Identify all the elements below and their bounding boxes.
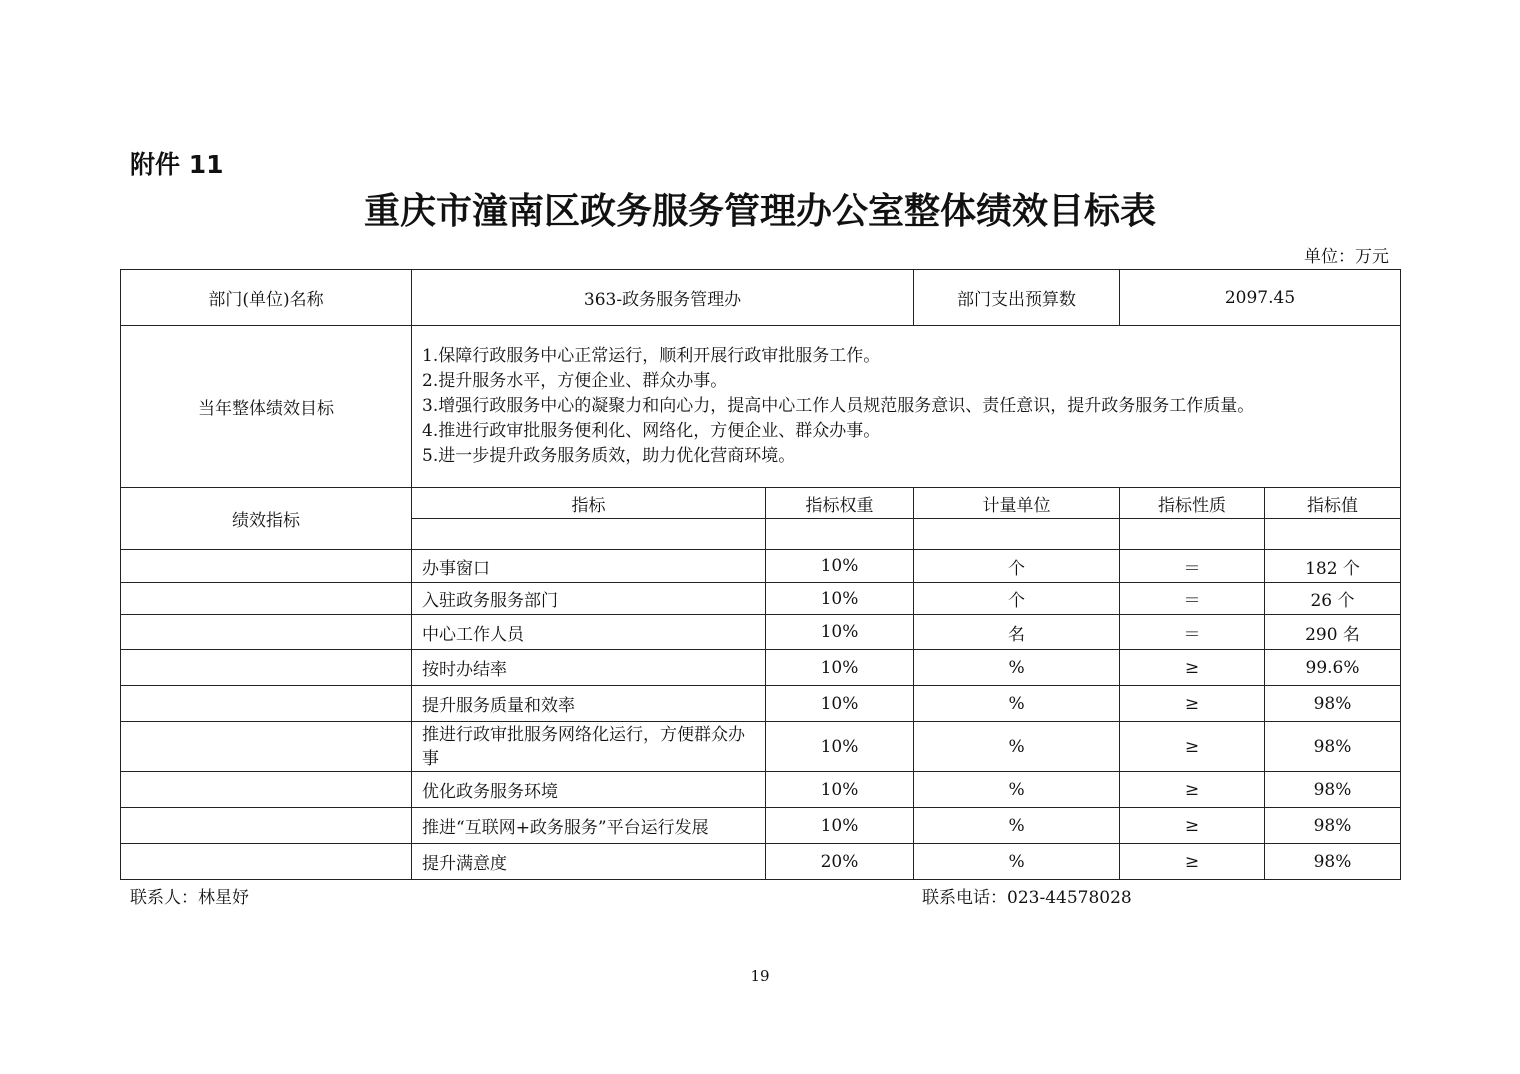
- goal-item: 4.推进行政审批服务便利化、网络化，方便企业、群众办事。: [422, 421, 881, 441]
- indicator-name: 推进“互联网+政务服务”平台运行发展: [412, 808, 766, 844]
- table-row: [121, 772, 1401, 808]
- table-row: [121, 550, 1401, 583]
- empty-cell: [766, 519, 914, 550]
- empty-cell: [121, 686, 412, 722]
- indicator-unit: %: [914, 844, 1120, 880]
- table-row: [121, 808, 1401, 844]
- indicator-weight: 10%: [766, 722, 914, 772]
- column-header: 指标值: [1265, 488, 1401, 519]
- page-number: 19: [750, 967, 770, 985]
- table-row: [121, 650, 1401, 686]
- indicator-value: 98%: [1265, 772, 1401, 808]
- indicator-value: 98%: [1265, 686, 1401, 722]
- indicator-nature: ≥: [1120, 686, 1265, 722]
- column-header: 计量单位: [914, 488, 1120, 519]
- goal-item: 1.保障行政服务中心正常运行，顺利开展行政审批服务工作。: [422, 346, 881, 366]
- column-header: 指标权重: [766, 488, 914, 519]
- indicator-weight: 20%: [766, 844, 914, 880]
- empty-cell: [1120, 519, 1265, 550]
- goals-label: 当年整体绩效目标: [121, 326, 412, 488]
- performance-table: [120, 269, 1401, 880]
- empty-cell: [1265, 519, 1401, 550]
- indicator-name: 推进行政审批服务网络化运行，方便群众办事: [412, 722, 766, 772]
- indicator-value: 98%: [1265, 722, 1401, 772]
- indicator-weight: 10%: [766, 686, 914, 722]
- dept-row: [121, 270, 1401, 326]
- indicator-unit: %: [914, 808, 1120, 844]
- budget-label: 部门支出预算数: [914, 270, 1120, 326]
- indicator-value: 290 名: [1265, 615, 1401, 650]
- indicator-nature: ≥: [1120, 844, 1265, 880]
- table-row: [121, 686, 1401, 722]
- empty-cell: [121, 808, 412, 844]
- column-header: 指标性质: [1120, 488, 1265, 519]
- empty-cell: [121, 615, 412, 650]
- empty-cell: [121, 583, 412, 615]
- indicator-name: 优化政务服务环境: [412, 772, 766, 808]
- indicator-weight: 10%: [766, 650, 914, 686]
- dept-value: 363-政务服务管理办: [412, 270, 914, 326]
- empty-cell: [121, 550, 412, 583]
- indicator-unit: %: [914, 772, 1120, 808]
- indicator-nature: ＝: [1120, 550, 1265, 583]
- empty-cell: [914, 519, 1120, 550]
- goal-item: 3.增强行政服务中心的凝聚力和向心力，提高中心工作人员规范服务意识、责任意识，提升政务服务工作质量。: [422, 396, 1255, 416]
- table-row: [121, 722, 1401, 772]
- indicator-value: 182 个: [1265, 550, 1401, 583]
- empty-cell: [121, 650, 412, 686]
- indicator-weight: 10%: [766, 615, 914, 650]
- indicator-name: 中心工作人员: [412, 615, 766, 650]
- indicator-unit: %: [914, 722, 1120, 772]
- contact-phone: 联系电话：023-44578028: [922, 888, 1132, 908]
- indicator-name: 入驻政务服务部门: [412, 583, 766, 615]
- indicator-value: 98%: [1265, 844, 1401, 880]
- indicator-unit: 个: [914, 550, 1120, 583]
- attachment-label: 附件 11: [130, 150, 224, 179]
- empty-cell: [121, 772, 412, 808]
- dept-label: 部门(单位)名称: [121, 270, 412, 326]
- indicator-name: 办事窗口: [412, 550, 766, 583]
- indicator-name: 提升满意度: [412, 844, 766, 880]
- indicator-nature: ＝: [1120, 615, 1265, 650]
- indicator-weight: 10%: [766, 583, 914, 615]
- indicator-unit: %: [914, 686, 1120, 722]
- page-title: 重庆市潼南区政务服务管理办公室整体绩效目标表: [363, 190, 1156, 232]
- indicator-unit: 名: [914, 615, 1120, 650]
- indicator-unit: 个: [914, 583, 1120, 615]
- unit-label: 单位：万元: [1304, 247, 1389, 267]
- indicator-nature: ≥: [1120, 722, 1265, 772]
- contact-person: 联系人：林星妤: [130, 888, 249, 908]
- indicator-weight: 10%: [766, 772, 914, 808]
- table-row: [121, 583, 1401, 615]
- indicator-value: 98%: [1265, 808, 1401, 844]
- indicator-weight: 10%: [766, 550, 914, 583]
- indicator-value: 26 个: [1265, 583, 1401, 615]
- column-header: 指标: [412, 488, 766, 519]
- indicator-nature: ＝: [1120, 583, 1265, 615]
- empty-cell: [121, 722, 412, 772]
- budget-value: 2097.45: [1120, 270, 1401, 326]
- indicator-value: 99.6%: [1265, 650, 1401, 686]
- indicator-header-row: [121, 488, 1401, 519]
- goals-list: [412, 326, 1401, 488]
- indicators-label: 绩效指标: [121, 488, 412, 550]
- indicator-nature: ≥: [1120, 772, 1265, 808]
- table-row: [121, 844, 1401, 880]
- empty-cell: [412, 519, 766, 550]
- empty-cell: [121, 844, 412, 880]
- table-row: [121, 615, 1401, 650]
- indicator-weight: 10%: [766, 808, 914, 844]
- indicator-name: 按时办结率: [412, 650, 766, 686]
- indicator-unit: %: [914, 650, 1120, 686]
- goal-item: 2.提升服务水平，方便企业、群众办事。: [422, 371, 728, 391]
- goal-item: 5.进一步提升政务服务质效，助力优化营商环境。: [422, 446, 796, 466]
- goals-row: [121, 326, 1401, 488]
- indicator-nature: ≥: [1120, 650, 1265, 686]
- indicator-name: 提升服务质量和效率: [412, 686, 766, 722]
- indicator-nature: ≥: [1120, 808, 1265, 844]
